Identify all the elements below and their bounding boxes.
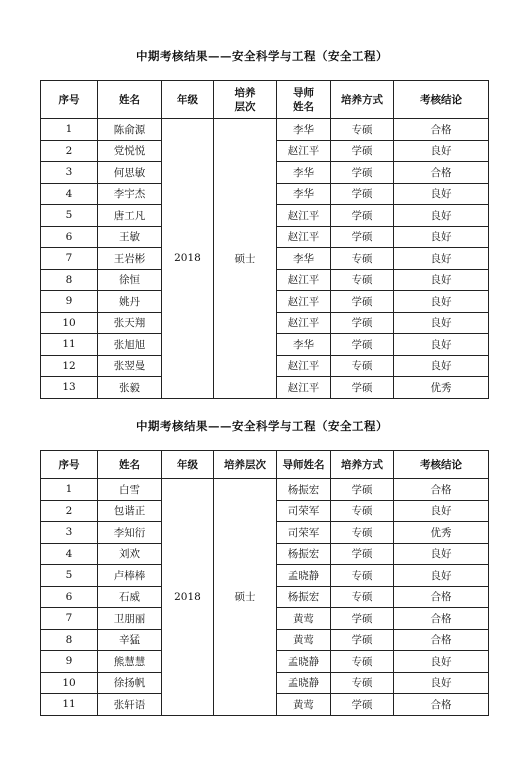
cell-name: 张旭旭 (98, 334, 162, 356)
cell-name: 卢棒棒 (98, 565, 162, 587)
header-mode: 培养方式 (331, 451, 394, 479)
header-year: 年级 (162, 81, 214, 119)
cell-seq: 1 (41, 119, 98, 141)
cell-year: 2018 (162, 479, 214, 716)
cell-seq: 11 (41, 694, 98, 716)
cell-mode: 学硕 (331, 140, 394, 162)
cell-mode: 学硕 (331, 629, 394, 651)
header-level: 培养层次 (214, 451, 277, 479)
cell-advisor: 孟晓静 (277, 672, 331, 694)
cell-name: 包谐正 (98, 500, 162, 522)
cell-seq: 6 (41, 586, 98, 608)
cell-advisor: 司荣军 (277, 500, 331, 522)
cell-seq: 4 (41, 183, 98, 205)
cell-mode: 学硕 (331, 291, 394, 313)
cell-advisor: 赵江平 (277, 269, 331, 291)
cell-seq: 10 (41, 672, 98, 694)
cell-result: 优秀 (394, 377, 489, 399)
cell-year: 2018 (162, 119, 214, 399)
cell-result: 良好 (394, 269, 489, 291)
header-result: 考核结论 (394, 81, 489, 119)
cell-seq: 9 (41, 651, 98, 673)
cell-result: 良好 (394, 183, 489, 205)
table-row (41, 479, 489, 501)
cell-seq: 4 (41, 543, 98, 565)
cell-advisor: 司荣军 (277, 522, 331, 544)
cell-result: 良好 (394, 205, 489, 227)
cell-result: 良好 (394, 651, 489, 673)
cell-name: 姚丹 (98, 291, 162, 313)
cell-result: 良好 (394, 226, 489, 248)
cell-result: 良好 (394, 355, 489, 377)
cell-seq: 11 (41, 334, 98, 356)
cell-result: 良好 (394, 500, 489, 522)
cell-name: 李宇杰 (98, 183, 162, 205)
header-advisor-text: 导师姓名 (293, 86, 314, 113)
results-table (40, 450, 489, 716)
cell-seq: 1 (41, 479, 98, 501)
cell-advisor: 黄莺 (277, 629, 331, 651)
cell-seq: 7 (41, 248, 98, 270)
cell-advisor: 李华 (277, 334, 331, 356)
cell-mode: 专硕 (331, 651, 394, 673)
cell-result: 合格 (394, 479, 489, 501)
results-table (40, 80, 489, 399)
cell-level: 硕士 (214, 479, 277, 716)
cell-advisor: 李华 (277, 183, 331, 205)
cell-seq: 12 (41, 355, 98, 377)
cell-advisor: 杨振宏 (277, 479, 331, 501)
header-level-text: 培养层次 (234, 86, 256, 113)
cell-name: 刘欢 (98, 543, 162, 565)
header-name: 姓名 (98, 81, 162, 119)
cell-name: 白雪 (98, 479, 162, 501)
cell-seq: 8 (41, 629, 98, 651)
cell-seq: 2 (41, 500, 98, 522)
cell-level: 硕士 (214, 119, 277, 399)
header-name: 姓名 (98, 451, 162, 479)
cell-mode: 专硕 (331, 269, 394, 291)
cell-advisor: 李华 (277, 248, 331, 270)
cell-name: 党悦悦 (98, 140, 162, 162)
cell-advisor: 杨振宏 (277, 586, 331, 608)
cell-mode: 学硕 (331, 312, 394, 334)
cell-name: 王岩彬 (98, 248, 162, 270)
cell-mode: 学硕 (331, 377, 394, 399)
cell-seq: 10 (41, 312, 98, 334)
cell-result: 合格 (394, 162, 489, 184)
cell-mode: 学硕 (331, 694, 394, 716)
cell-name: 熊慧慧 (98, 651, 162, 673)
cell-result: 良好 (394, 291, 489, 313)
cell-mode: 学硕 (331, 608, 394, 630)
cell-result: 良好 (394, 672, 489, 694)
cell-result: 合格 (394, 694, 489, 716)
cell-result: 良好 (394, 140, 489, 162)
table-row (41, 119, 489, 141)
cell-result: 合格 (394, 119, 489, 141)
cell-mode: 专硕 (331, 586, 394, 608)
header-seq: 序号 (41, 451, 98, 479)
cell-name: 何思敏 (98, 162, 162, 184)
table-header-row (41, 451, 489, 479)
cell-advisor: 赵江平 (277, 377, 331, 399)
cell-advisor: 赵江平 (277, 291, 331, 313)
header-advisor: 导师姓名 (277, 451, 331, 479)
cell-result: 合格 (394, 608, 489, 630)
cell-advisor: 杨振宏 (277, 543, 331, 565)
cell-advisor: 孟晓静 (277, 565, 331, 587)
cell-advisor: 赵江平 (277, 226, 331, 248)
cell-seq: 7 (41, 608, 98, 630)
cell-name: 辛猛 (98, 629, 162, 651)
cell-mode: 专硕 (331, 672, 394, 694)
header-seq: 序号 (41, 81, 98, 119)
cell-result: 优秀 (394, 522, 489, 544)
cell-advisor: 李华 (277, 162, 331, 184)
header-year: 年级 (162, 451, 214, 479)
cell-seq: 6 (41, 226, 98, 248)
table-header-row (41, 81, 489, 119)
cell-seq: 5 (41, 205, 98, 227)
cell-seq: 9 (41, 291, 98, 313)
cell-mode: 学硕 (331, 543, 394, 565)
cell-advisor: 黄莺 (277, 608, 331, 630)
cell-result: 合格 (394, 586, 489, 608)
cell-seq: 3 (41, 522, 98, 544)
cell-result: 良好 (394, 543, 489, 565)
cell-mode: 学硕 (331, 226, 394, 248)
cell-seq: 8 (41, 269, 98, 291)
cell-result: 良好 (394, 312, 489, 334)
cell-advisor: 黄莺 (277, 694, 331, 716)
cell-mode: 专硕 (331, 522, 394, 544)
cell-name: 张天翔 (98, 312, 162, 334)
cell-advisor: 赵江平 (277, 205, 331, 227)
header-result: 考核结论 (394, 451, 489, 479)
cell-mode: 学硕 (331, 479, 394, 501)
section-title: 中期考核结果——安全科学与工程（安全工程） (136, 49, 388, 63)
cell-name: 石威 (98, 586, 162, 608)
cell-seq: 3 (41, 162, 98, 184)
cell-seq: 5 (41, 565, 98, 587)
section-title: 中期考核结果——安全科学与工程（安全工程） (136, 419, 388, 433)
header-mode: 培养方式 (331, 81, 394, 119)
header-level (214, 81, 277, 119)
cell-name: 李知衍 (98, 522, 162, 544)
cell-name: 徐恒 (98, 269, 162, 291)
cell-result: 良好 (394, 248, 489, 270)
cell-name: 陈俞源 (98, 119, 162, 141)
cell-result: 合格 (394, 629, 489, 651)
cell-advisor: 赵江平 (277, 355, 331, 377)
cell-name: 徐扬帆 (98, 672, 162, 694)
cell-mode: 专硕 (331, 355, 394, 377)
cell-mode: 专硕 (331, 119, 394, 141)
cell-name: 王敏 (98, 226, 162, 248)
cell-name: 唐工凡 (98, 205, 162, 227)
cell-name: 张轩语 (98, 694, 162, 716)
cell-name: 张翌曼 (98, 355, 162, 377)
cell-mode: 专硕 (331, 500, 394, 522)
cell-advisor: 孟晓静 (277, 651, 331, 673)
cell-seq: 2 (41, 140, 98, 162)
cell-advisor: 赵江平 (277, 312, 331, 334)
cell-result: 良好 (394, 565, 489, 587)
cell-result: 良好 (394, 334, 489, 356)
cell-mode: 学硕 (331, 205, 394, 227)
cell-mode: 学硕 (331, 334, 394, 356)
cell-name: 张毅 (98, 377, 162, 399)
cell-name: 卫朋丽 (98, 608, 162, 630)
header-advisor (277, 81, 331, 119)
cell-mode: 学硕 (331, 162, 394, 184)
cell-mode: 专硕 (331, 248, 394, 270)
cell-mode: 学硕 (331, 183, 394, 205)
cell-mode: 专硕 (331, 565, 394, 587)
cell-advisor: 赵江平 (277, 140, 331, 162)
cell-seq: 13 (41, 377, 98, 399)
cell-advisor: 李华 (277, 119, 331, 141)
